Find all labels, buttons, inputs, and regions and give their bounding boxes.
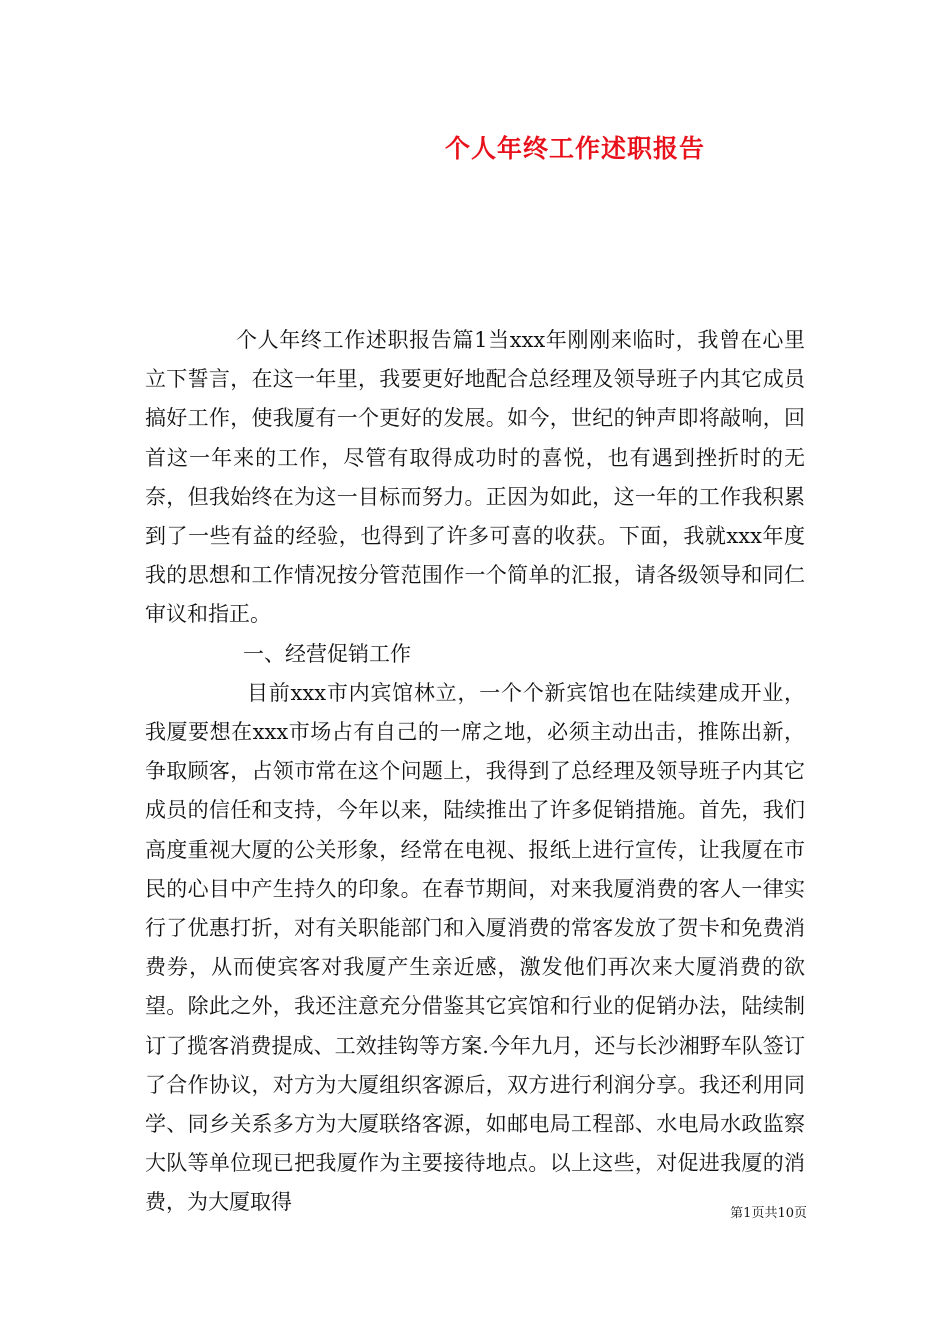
document-title: 个人年终工作述职报告 [444,134,705,163]
intro-paragraph: 个人年终工作述职报告篇1当xxx年刚刚来临时，我曾在心里立下誓言，在这一年里，我要更好地配合总经理及领导班子内其它成员搞好工作，使我厦有一个更好的发展。如今，世纪的钟声即将敲响，回首这一年来的工作，尽管有取得成功时的喜悦，也有遇到挫折时的无奈，但我始终在为这一目标而努力。正因为如此，这一年的工作我积累到了一些有益的经验，也得到了许多可喜的收获。下面，我就xxx年度我的思想和工作情况按分管范围作一个简单的汇报，请各级领导和同仁审议和指正。 [145,328,805,627]
document-body [145,321,805,1223]
section-heading: 一、经营促销工作 [243,641,411,666]
section-paragraph: 目前xxx市内宾馆林立，一个个新宾馆也在陆续建成开业，我厦要想在xxx市场占有自己的一席之地，必须主动出击，推陈出新，争取顾客，占领市常在这个问题上，我得到了总经理及领导班子内其它成员的信任和支持，今年以来，陆续推出了许多促销措施。首先，我们高度重视大厦的公关形象，经常在电视、报纸上进行宣传，让我厦在市民的心目中产生持久的印象。在春节期间，对来我厦消费的客人一律实行了优惠打折，对有关职能部门和入厦消费的常客发放了贺卡和免费消费券，从而使宾客对我厦产生亲近感，激发他们再次来大厦消费的欲望。除此之外，我还注意充分借鉴其它宾馆和行业的促销办法，陆续制订了揽客消费提成、工效挂钩等方案.今年九月，还与长沙湘野车队签订了合作协议，对方为大厦组织客源后，双方进行利润分享。我还利用同学、同乡关系多方为大厦联络客源，如邮电局工程部、水电局水政监察大队等单位现已把我厦作为主要接待地点。以上这些，对促进我厦的消费，为大厦取得 [145,680,805,1215]
page-number: 第1页共10页 [730,1206,807,1221]
